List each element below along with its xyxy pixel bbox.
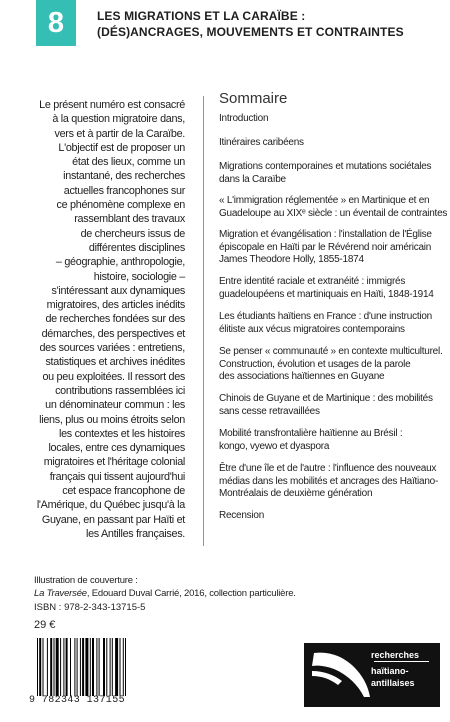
toc-item — [219, 276, 434, 301]
abstract-line: contributions rassemblées ici — [55, 384, 185, 397]
abstract-line: état des lieux, comme un — [72, 156, 185, 169]
abstract-line: des sources variées : entretiens, — [39, 342, 185, 355]
page-title — [97, 8, 442, 40]
title-line-1: LES MIGRATIONS ET LA CARAÏBE : — [97, 9, 306, 23]
publisher-logo-mark-icon — [308, 645, 372, 703]
abstract-line: locales, entre ces dynamiques — [48, 442, 185, 455]
abstract-line: – géographie, anthropologie, — [55, 256, 185, 269]
abstract-line: les Antilles françaises. — [85, 527, 185, 540]
toc-item-line: « L'immigration réglementée » en Martinique et en — [219, 195, 430, 206]
toc-item-line: Migrations contemporaines et mutations sociétales — [219, 161, 432, 172]
abstract-line: un dénominateur commun : les — [45, 399, 185, 412]
toc-item — [219, 137, 304, 150]
publisher-name-line-3: antillaises — [371, 678, 415, 688]
toc-item-line: guadeloupéens et martiniquais en Haïti, 1848-1914 — [219, 288, 434, 300]
toc-item-line: Chinois de Guyane et de Martinique : des mobilités — [219, 393, 433, 404]
abstract-line: migratoires et l'héritage colonial — [43, 456, 185, 469]
toc-item-line: Introduction — [219, 113, 269, 124]
abstract-line: histoire, sociologie – — [93, 270, 185, 283]
abstract-line: migratoires, des articles inédits — [46, 299, 185, 312]
issue-number-badge: 8 — [36, 0, 76, 46]
abstract-line: actuelles francophones sur — [63, 184, 185, 197]
toc-item-line: dans la Caraïbe — [219, 173, 286, 185]
abstract-line: ce phénomène complexe en — [56, 199, 185, 212]
toc-item — [219, 510, 264, 523]
toc-item-line: Les étudiants haïtiens en France : d'une instruction — [219, 311, 432, 322]
abstract-line: liens, plus ou moins étroits selon — [39, 413, 185, 426]
toc-item — [219, 346, 443, 384]
toc-item-line: Être d'une île et de l'autre : l'influence des nouveaux — [219, 463, 437, 474]
abstract-line: démarches, des perspectives et — [41, 327, 185, 340]
abstract-line: s'intéressant aux dynamiques — [51, 284, 185, 297]
toc-item-line: Construction, évolution et usages de la parole — [219, 358, 411, 370]
barcode-digits: 9 782343 137155 — [29, 695, 126, 706]
isbn: ISBN : 978-2-343-13715-5 — [34, 602, 146, 613]
abstract-line: différentes disciplines — [88, 241, 185, 254]
publisher-name-line-2: haïtiano- — [371, 665, 409, 676]
toc-item — [219, 195, 447, 220]
divider-rule — [203, 96, 204, 546]
abstract-text — [24, 98, 185, 541]
abstract-line: à la question migratoire dans, — [52, 113, 185, 126]
abstract-line: de recherches fondées sur des — [45, 313, 185, 326]
cover-credit — [34, 574, 296, 600]
toc-item-line: Entre identité raciale et extranéité : immigrés — [219, 276, 406, 287]
credit-label: Illustration de couverture : — [34, 575, 138, 586]
toc-item — [219, 311, 432, 336]
toc-item — [219, 229, 432, 267]
abstract-line: rassemblant des travaux — [74, 213, 185, 226]
abstract-line: instantané, des recherches — [63, 170, 185, 183]
toc-item-line: Recension — [219, 510, 265, 521]
abstract-line: Le présent numéro est consacré — [39, 99, 185, 111]
abstract-line: français qui tissent aujourd'hui — [49, 470, 185, 483]
publisher-name — [371, 649, 419, 690]
toc-item — [219, 463, 438, 501]
barcode — [35, 638, 163, 696]
abstract-line: cet espace francophone de — [62, 485, 185, 498]
credit-detail: La Traversée, Edouard Duval Carrié, 2016, collection particulière. — [34, 588, 296, 599]
toc-item-line: Guadeloupe au XIXᵉ siècle : un éventail de contraintes — [219, 207, 448, 219]
toc-item-line: médias dans les mobilités et ancrages des Haïtiano- — [219, 475, 439, 487]
toc-item-line: des associations haïtiennes en Guyane — [219, 371, 385, 382]
abstract-line: statistiques et archives inédites — [45, 356, 185, 369]
toc-item — [219, 161, 431, 186]
abstract-line: les contextes et les histoires — [58, 427, 185, 440]
abstract-line: ou peu exploitées. Il ressort des — [42, 370, 185, 383]
toc-item-line: James Theodore Holly, 1855-1874 — [219, 254, 364, 265]
toc-item-line: kongo, vyewo et dyaspora — [219, 440, 330, 452]
publisher-name-line-1: recherches — [371, 650, 420, 660]
toc-item-line: Montréalais de deuxième génération — [219, 488, 373, 499]
toc-item-line: sans cesse retravaillées — [219, 405, 320, 417]
abstract-line: vers et à partir de la Caraïbe. — [54, 127, 185, 140]
abstract-line: de chercheurs issus de — [80, 227, 185, 240]
toc-item — [219, 428, 402, 453]
abstract-line: Guyane, en passant par Haïti et — [41, 513, 185, 526]
toc-item — [219, 113, 268, 126]
price: 29 € — [34, 619, 56, 631]
toc-item-line: Se penser « communauté » en contexte multiculturel. — [219, 346, 443, 357]
toc-item-line: Migration et évangélisation : l'installation de l'Église — [219, 229, 432, 240]
toc-item-line: élitiste aux vécus migratoires contemporains — [219, 323, 405, 335]
toc-item-line: Mobilité transfrontalière haïtienne au Brésil : — [219, 428, 403, 439]
toc-item-line: Itinéraires caribéens — [219, 137, 304, 148]
abstract-line: l'Amérique, du Québec jusqu'à la — [36, 499, 185, 512]
abstract-line: L'objectif est de proposer un — [58, 141, 185, 154]
title-line-2: (DÉS)ANCRAGES, MOUVEMENTS ET CONTRAINTES — [97, 25, 404, 39]
toc-item-line: épiscopale en Haïti par le Révérend noir américain — [219, 241, 432, 253]
toc-heading: Sommaire — [219, 90, 288, 107]
toc-item — [219, 393, 433, 418]
